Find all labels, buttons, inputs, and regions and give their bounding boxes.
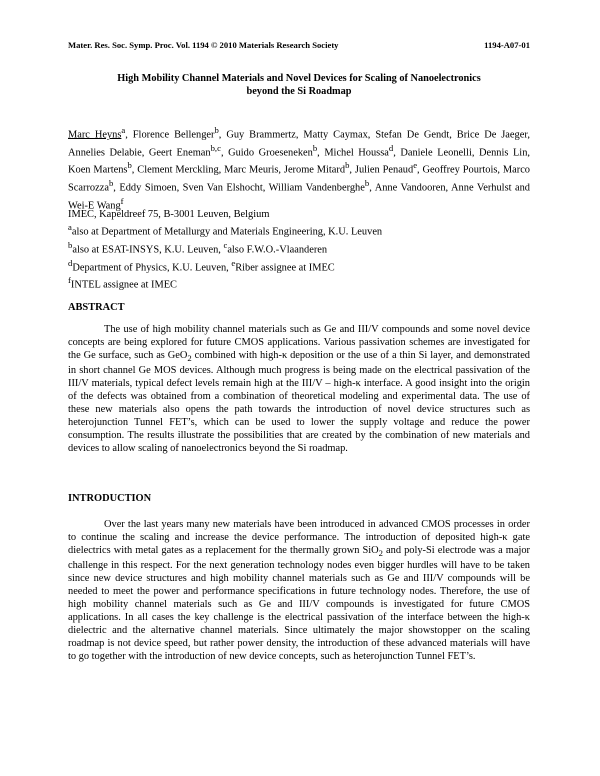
author-list: [68, 124, 530, 212]
author-sup: e: [413, 160, 418, 171]
author-sup: b: [127, 160, 132, 171]
title-line-1: High Mobility Channel Materials and Novel Devices for Scaling of Nanoelectronics: [117, 73, 481, 84]
author-sup: f: [120, 195, 124, 206]
author-sup: d: [388, 142, 394, 153]
author-text: , Julien Penaud: [349, 164, 414, 176]
journal-citation: Mater. Res. Soc. Symp. Proc. Vol. 1194 © 2010 Materials Research Society: [68, 40, 339, 50]
affiliations: [68, 208, 530, 292]
author-text: , Geoffrey Pourtois, Marco Scarrozza: [68, 164, 530, 194]
author-sup: b,c: [210, 142, 221, 153]
author-text: , Daniele Leonelli, Dennis Lin, Koen Martens: [68, 147, 530, 176]
author-text: , Guido Groeseneken: [220, 147, 313, 159]
author-first: Marc Heyns: [68, 129, 122, 141]
abstract-heading: ABSTRACT: [68, 302, 125, 313]
abstract-text: The use of high mobility channel materials such as Ge and III/V compounds and some novel device concepts are being explored for future CMOS applications. Various passivation schemes are investigated for the Ge surface, such as GeO$_2$ combined with high-κ deposition or the use of a thin Si layer, and demonstrated in short channel Ge MOS devices. Although much progress is being made on the electrical passivation of the III/V materials, typical defect levels remain high at the III/V – high-κ interface. A good insight into the origin of the defects was obtained from a combination of theoretical modeling and experimental data. The use of these new materials also opens the path towards the introduction of novel device structures such as heterojunction Tunnel FET’s, which can be used to lower the supply voltage and reduce the power consumption. The results illustrate the possibilities that are created by the combination of new materials and devices to allow scaling of nanoelectronics beyond the Si roadmap.: [68, 324, 531, 454]
affiliation-line: IMEC, Kapeldreef 75, B-3001 Leuven, Belgium: [68, 209, 270, 220]
author-text: , Anne Vandooren, Anne Verhulst and Wei-E Wang: [68, 182, 530, 212]
author-text: , Guy Brammertz, Matty Caymax, Stefan De Gendt, Brice De Jaeger, Annelies Delabie, Geert Eneman: [68, 129, 530, 159]
title-line-2: beyond the Si Roadmap: [246, 86, 352, 97]
author-sup: a: [121, 125, 126, 135]
author-sup: b: [312, 142, 318, 153]
affiliation-line: $^a$also at Department of Metallurgy and Materials Engineering, K.U. Leuven: [68, 222, 383, 238]
author-text: , Michel Houssa: [317, 147, 389, 159]
paper-title: [68, 72, 530, 98]
paper-id: 1194-A07-01: [484, 40, 530, 50]
affiliation-line: $^f$INTEL assignee at IMEC: [68, 275, 177, 291]
author-sup: b: [364, 178, 370, 189]
author-text: , Florence Bellenger: [125, 129, 215, 141]
author-sup: b: [214, 125, 219, 135]
author-text: , Clement Merckling, Marc Meuris, Jerome Mitard: [131, 164, 346, 176]
introduction-text: Over the last years many new materials have been introduced in advanced CMOS processes in order to continue the scaling and increase the device performance. The introduction of deposited high-κ gate dielectrics with metal gates as a replacement for the thermally grown SiO$_2$ and poly-Si electrode was a major challenge in this respect. For the next generation technology nodes even bigger hurdles will have to be taken since new device structures and high mobility channel materials such as Ge and III/V compounds will be needed to meet the power and performance specifications in future technology nodes. Therefore, the use of high mobility channel materials such as Ge and III/V compounds is investigated for future CMOS applications. In all cases the key challenge is the electrical passivation of the interface between the high-κ dielectric and the alternative channel materials. Since ultimately the major showstopper on the scaling roadmap is not device speed, but rather power density, the introduction of these advanced materials will have to go together with the introduction of new device concepts, such as heterojunction Tunnel FET’s.: [68, 519, 530, 662]
author-text: , Eddy Simoen, Sven Van Elshocht, William Vandenberghe: [113, 182, 365, 194]
introduction-heading: INTRODUCTION: [68, 493, 152, 504]
author-sup: b: [345, 160, 350, 171]
affiliation-line: $^d$Department of Physics, K.U. Leuven, $^e$Riber assignee at IMEC: [68, 257, 335, 274]
author-sup: b: [108, 178, 114, 189]
affiliation-line: $^b$also at ESAT-INSYS, K.U. Leuven, $^c$also F.W.O.-Vlaanderen: [68, 239, 328, 256]
